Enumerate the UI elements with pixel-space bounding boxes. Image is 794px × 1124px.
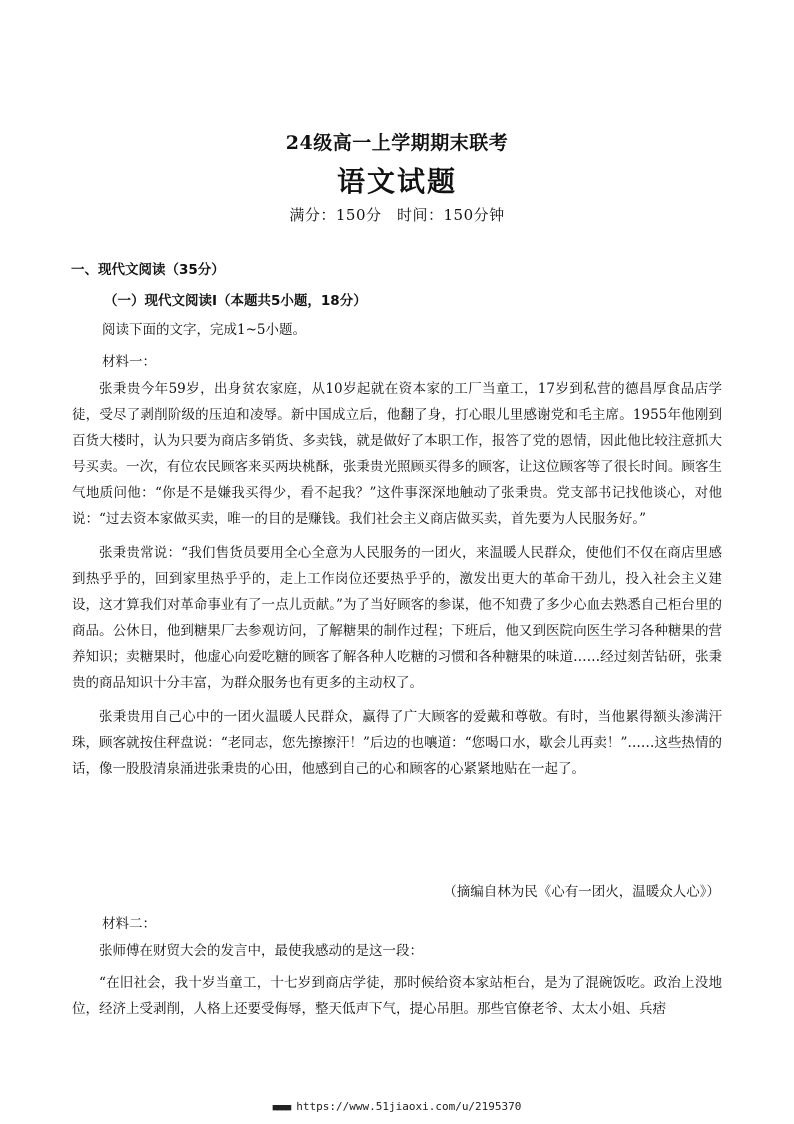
material-1-source: （摘编自林为民《心有一团火，温暖众人心》）: [443, 884, 720, 900]
material-1-paragraph: 张秉贵用自己心中的一团火温暖人民群众，赢得了广大顾客的爱戴和尊敬。有时，当他累得额头渗满汗珠，顾客就按住秤盘说：“老同志，您先擦擦汗！”后边的也嚷道：“您喝口水，歇会儿再卖！”……这些热情的话，像一股股清泉涌进张秉贵的心田，他感到自己的心和顾客的心紧紧地贴在一起了。: [72, 709, 722, 777]
instruction-text: 阅读下面的文字，完成1~5小题。: [102, 322, 306, 338]
exam-meta: 满分：150分 时间：150分钟: [289, 206, 505, 224]
material-2-intro: 张师傅在财贸大会的发言中，最使我感动的是这一段：: [99, 943, 423, 959]
section-subheading: （一）现代文阅读Ⅰ（本题共5小题，18分）: [104, 293, 367, 309]
material-2-label: 材料二：: [102, 916, 156, 932]
material-2-body: [72, 938, 722, 1022]
exam-title: 语文试题: [336, 165, 457, 198]
exam-subtitle: 24级高一上学期期末联考: [285, 132, 509, 154]
material-1-label: 材料一：: [102, 354, 156, 370]
section-heading: 一、现代文阅读（35分）: [71, 262, 225, 278]
material-2-quote: “在旧社会，我十岁当童工，十七岁到商店学徒，那时候给资本家站柜台，是为了混碗饭吃。政治上没地位，经济上受剥削，人格上还要受侮辱，整天低声下气，提心吊胆。那些官僚老爷、太太小姐、兵痞: [72, 975, 722, 1017]
material-1-body: [72, 376, 722, 782]
material-1-paragraph: 张秉贵常说：“我们售货员要用全心全意为人民服务的一团火，来温暖人民群众，使他们不仅在商店里感到热乎乎的，回到家里热乎乎的，走上工作岗位还要热乎乎的，激发出更大的革命干劲儿，投入社会主义建设，这才算我们对革命事业有了一点儿贡献。”为了当好顾客的参谋，他不知费了多少心血去熟悉自己柜台里的商品。公休日，他到糖果厂去参观访问，了解糖果的制作过程；下班后，他又到医院向医生学习各种糖果的营养知识；卖糖果时，他虚心向爱吃糖的顾客了解各种人吃糖的习惯和各种糖果的味道……经过刻苦钻研，张秉贵的商品知识十分丰富，为群众服务也有更多的主动权了。: [72, 545, 722, 691]
footer-url-link[interactable]: https://www.51jiaoxi.com/u/2195370: [296, 1100, 522, 1113]
material-1-paragraph: 张秉贵今年59岁，出身贫农家庭，从10岁起就在资本家的工厂当童工，17岁到私营的德昌厚食品店学徒，受尽了剥削阶级的压迫和凌辱。新中国成立后，他翻了身，打心眼儿里感谢党和毛主席。1955年他刚到百货大楼时，认为只要为商店多销货、多卖钱，就是做好了本职工作，报答了党的恩情，因此他比较注意抓大号买卖。一次，有位农民顾客来买两块桃酥，张秉贵光照顾买得多的顾客，让这位顾客等了很长时间。顾客生气地质问他：“你是不是嫌我买得少，看不起我？”这件事深深地触动了张秉贵。党支部书记找他谈心，对他说：“过去资本家做买卖，唯一的目的是赚钱。我们社会主义商店做买卖，首先要为人民服务好。”: [72, 381, 722, 527]
footer-logo: ■■■■: [272, 1103, 291, 1113]
footer: [0, 1100, 794, 1113]
